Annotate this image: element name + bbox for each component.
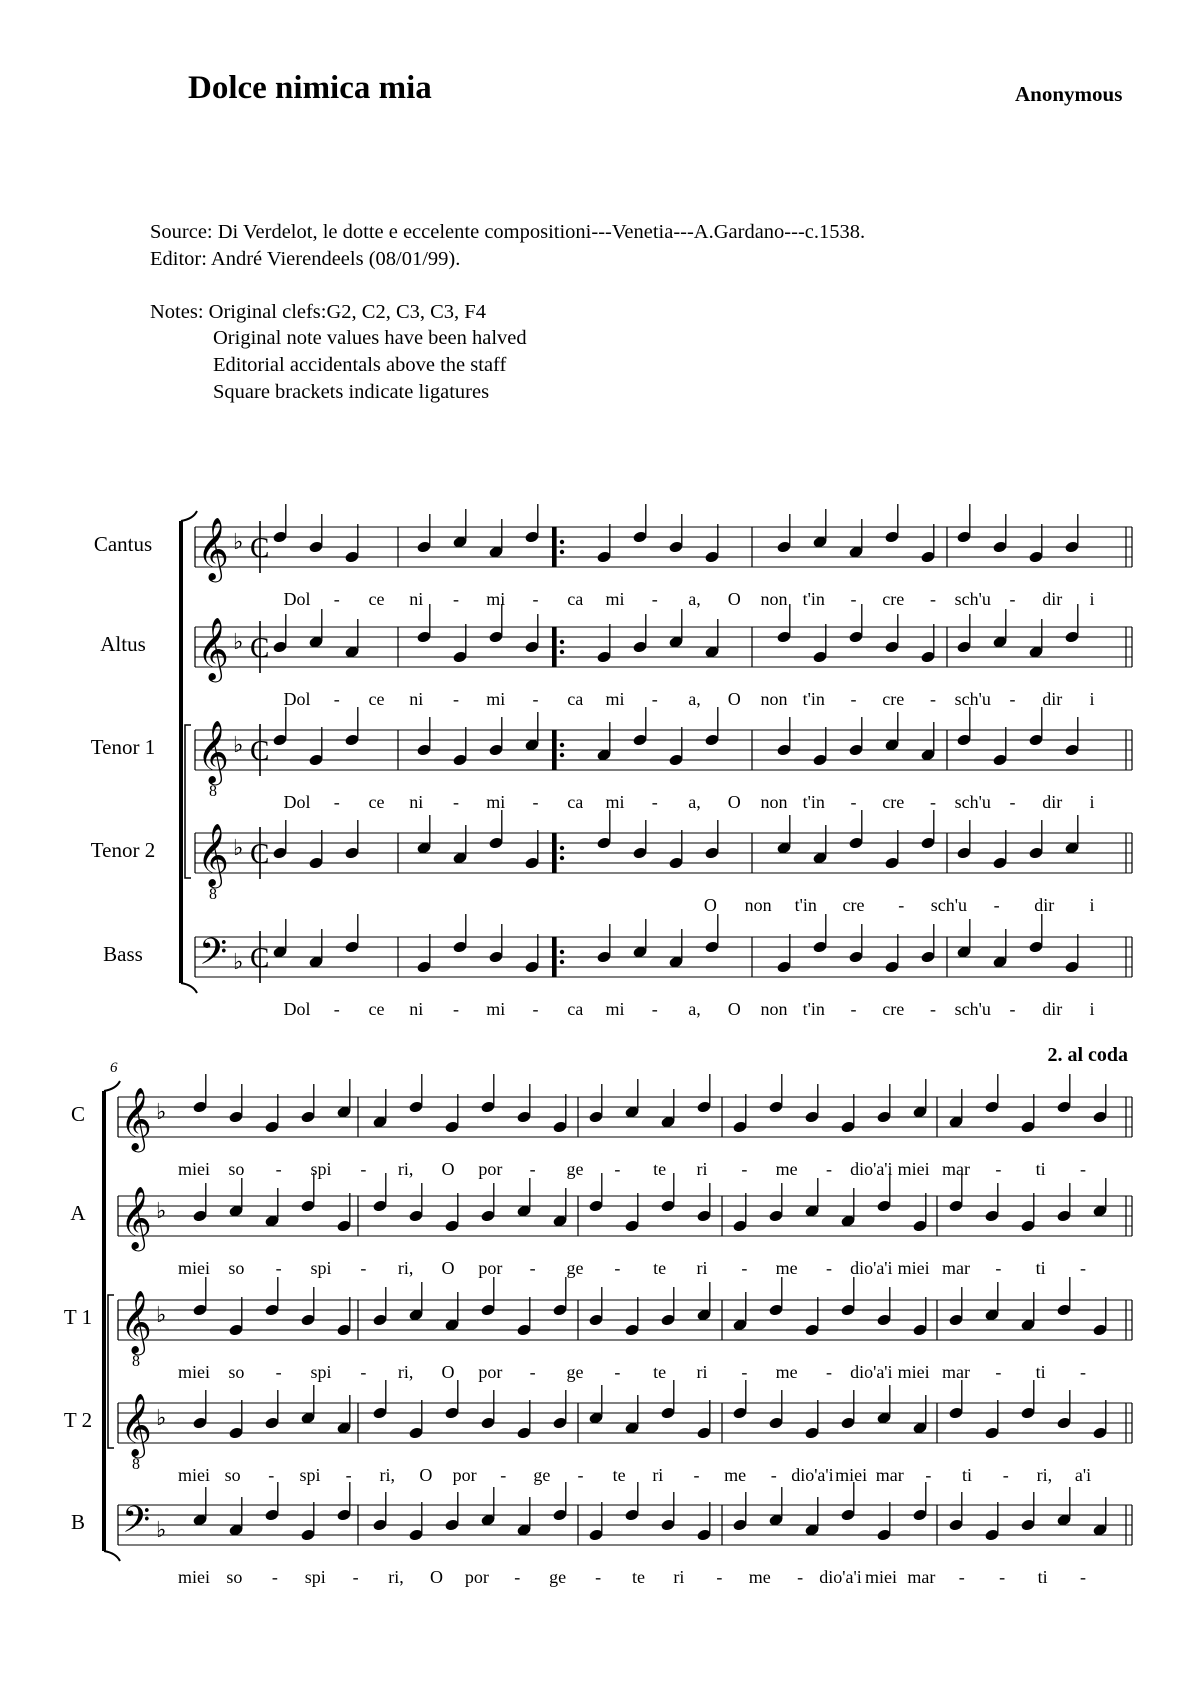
coda-marking: 2. al coda (1047, 1044, 1128, 1066)
lyric-syllable: mi (605, 589, 625, 609)
lyric-syllable: non (760, 689, 788, 709)
lyric-syllable: mar (907, 1567, 936, 1587)
voice-name: Tenor 2 (90, 838, 156, 862)
lyric-syllable: miei (178, 1258, 210, 1278)
voice-name: Bass (103, 942, 143, 966)
lyric-syllable: - (930, 689, 936, 709)
lyric-syllable: - (826, 1258, 832, 1278)
lyric-syllable: mar (942, 1159, 970, 1179)
lyric-syllable: - (993, 895, 1000, 915)
lyric-syllable: O (727, 689, 741, 709)
voice-staff (70, 1173, 1132, 1278)
measure-number: 6 (110, 1060, 118, 1076)
lyric-syllable: miei (897, 1159, 930, 1179)
score-system (64, 1044, 1132, 1587)
cut-time-icon: C (250, 942, 270, 974)
lyric-syllable: - (614, 1159, 621, 1179)
lyric-syllable: - (500, 1465, 507, 1485)
lyric-syllable: - (1009, 792, 1016, 812)
lyric-syllable: cre (882, 792, 905, 812)
flat-icon: ♭ (156, 1099, 167, 1124)
lyric-syllable: cre (842, 895, 865, 915)
treble-clef-icon: 𝄞 (197, 619, 229, 679)
lyric-syllable: dio'a'i (850, 1362, 893, 1382)
lyric-syllable: mi (605, 689, 625, 709)
lyric-syllable: - (850, 999, 857, 1019)
lyric-syllable: ri (673, 1567, 685, 1587)
lyric-syllable: - (651, 792, 658, 812)
lyric-syllable: - (797, 1567, 804, 1587)
lyric-syllable: ce (368, 999, 385, 1019)
lyric-syllable: te (653, 1159, 667, 1179)
lyric-syllable: i (1089, 792, 1095, 812)
lyric-syllable: - (741, 1362, 748, 1382)
lyric-syllable: - (275, 1159, 282, 1179)
lyric-syllable: mar (875, 1465, 904, 1485)
flat-icon: ♭ (233, 629, 244, 654)
lyric-syllable: - (532, 792, 539, 812)
lyric-syllable: - (930, 589, 936, 609)
notes-line: Square brackets indicate ligatures (213, 381, 490, 403)
lyric-syllable: ti (1035, 1362, 1046, 1382)
lyric-syllable: ni (409, 999, 424, 1019)
lyric-syllable: - (529, 1159, 536, 1179)
source-line: Source: Di Verdelot, le dotte e eccelente compositioni---Venetia---A.Gardano---c.1538. (150, 221, 866, 243)
cut-time-icon: C (250, 735, 270, 767)
lyric-syllable: ri (696, 1258, 708, 1278)
lyric-syllable: - (1080, 1159, 1086, 1179)
lyric-syllable: - (826, 1362, 832, 1382)
lyric-syllable: - (651, 689, 658, 709)
lyric-syllable: - (850, 589, 857, 609)
lyric-syllable: - (958, 1567, 965, 1587)
lyric-syllable: - (577, 1465, 584, 1485)
voice-staff (100, 604, 1132, 709)
lyric-syllable: dir (1042, 589, 1063, 609)
repeat-dot (560, 540, 564, 544)
lyric-syllable: - (595, 1567, 602, 1587)
lyric-syllable: te (653, 1362, 667, 1382)
lyric-syllable: spi (299, 1465, 321, 1485)
voice-name: Cantus (93, 532, 153, 556)
lyric-syllable: i (1089, 589, 1095, 609)
lyric-syllable: non (744, 895, 772, 915)
lyric-syllable: dio'a'i (850, 1159, 893, 1179)
repeat-dot (560, 950, 564, 954)
lyric-syllable: - (716, 1567, 723, 1587)
lyric-syllable: dio'a'i (819, 1567, 862, 1587)
lyric-syllable: - (930, 999, 936, 1019)
lyric-syllable: ri (696, 1159, 708, 1179)
repeat-dot (560, 960, 564, 964)
tenor-bracket (185, 725, 191, 878)
voice-staff (94, 504, 1132, 609)
lyric-syllable: ni (409, 792, 424, 812)
lyric-syllable: ge (566, 1258, 584, 1278)
bracket-hook (181, 983, 197, 993)
lyric-syllable: cre (882, 689, 905, 709)
lyric-syllable: ge (566, 1362, 584, 1382)
lyric-syllable: sch'u (954, 689, 991, 709)
treble-clef-icon: 𝄞 (120, 1395, 152, 1455)
lyric-syllable: ri, (397, 1258, 414, 1278)
composer-name: Anonymous (1015, 82, 1123, 106)
notes-line: Editorial accidentals above the staff (213, 354, 507, 376)
treble-clef-icon: 𝄞 (197, 722, 229, 782)
lyric-syllable: - (532, 589, 539, 609)
lyric-syllable: ce (368, 792, 385, 812)
lyric-syllable: - (1009, 689, 1016, 709)
lyric-syllable: miei (178, 1567, 210, 1587)
lyric-syllable: mi (486, 999, 506, 1019)
voice-name: T 1 (63, 1305, 93, 1329)
lyric-syllable: - (275, 1258, 282, 1278)
lyric-syllable: ca (567, 589, 584, 609)
lyric-syllable: mi (486, 589, 506, 609)
cut-time-icon: C (250, 838, 270, 870)
lyric-syllable: a, (688, 999, 701, 1019)
lyric-syllable: O (441, 1362, 455, 1382)
lyric-syllable: - (514, 1567, 521, 1587)
lyric-syllable: por (464, 1567, 489, 1587)
lyric-syllable: te (612, 1465, 626, 1485)
lyric-syllable: - (614, 1258, 621, 1278)
lyric-syllable: i (1089, 895, 1095, 915)
lyric-syllable: - (741, 1258, 748, 1278)
lyric-syllable: - (651, 999, 658, 1019)
voice-name: B (70, 1510, 86, 1534)
repeat-dot (560, 640, 564, 644)
repeat-dot (560, 743, 564, 747)
score-system (91, 504, 1132, 1019)
lyric-syllable: mi (605, 999, 625, 1019)
lyric-syllable: miei (178, 1159, 210, 1179)
lyric-syllable: non (760, 792, 788, 812)
lyric-syllable: cre (882, 999, 905, 1019)
lyric-syllable: me (775, 1258, 798, 1278)
lyric-syllable: spi (310, 1159, 332, 1179)
lyric-syllable: spi (304, 1567, 326, 1587)
lyric-syllable: - (333, 792, 340, 812)
lyric-syllable: me (748, 1567, 771, 1587)
lyric-syllable: a, (688, 792, 701, 812)
flat-icon: ♭ (233, 949, 244, 974)
lyric-syllable: non (760, 589, 788, 609)
lyric-syllable: a'i (1074, 1465, 1092, 1485)
lyric-syllable: ri (652, 1465, 664, 1485)
lyric-syllable: non (760, 999, 788, 1019)
lyric-syllable: O (727, 999, 741, 1019)
lyric-syllable: O (703, 895, 717, 915)
lyric-syllable: ri, (397, 1159, 414, 1179)
lyric-syllable: ca (567, 999, 584, 1019)
lyric-syllable: - (999, 1567, 1006, 1587)
flat-icon: ♭ (233, 732, 244, 757)
lyric-syllable: - (453, 999, 459, 1019)
flat-icon: ♭ (156, 1198, 167, 1223)
lyric-syllable: ri, (388, 1567, 404, 1587)
bracket-hook (104, 1551, 120, 1561)
lyric-syllable: - (453, 792, 459, 812)
voice-name: A (70, 1201, 86, 1225)
lyric-syllable: O (429, 1567, 443, 1587)
lyric-syllable: - (995, 1362, 1002, 1382)
lyric-syllable: miei (178, 1362, 210, 1382)
voice-staff (71, 1074, 1132, 1179)
lyric-syllable: so (226, 1567, 243, 1587)
octave-eight-icon: 8 (209, 886, 217, 903)
lyric-syllable: sch'u (954, 589, 991, 609)
treble-clef-icon: 𝄞 (197, 825, 229, 885)
voice-name: Tenor 1 (90, 735, 156, 759)
notes-line: Original note values have been halved (213, 327, 527, 349)
lyric-syllable: te (632, 1567, 645, 1587)
lyric-syllable: miei (897, 1258, 930, 1278)
voice-name: C (70, 1102, 86, 1126)
voice-staff (64, 1277, 1132, 1382)
lyric-syllable: Dol (283, 689, 311, 709)
lyric-syllable: t'in (802, 792, 825, 812)
lyric-syllable: - (529, 1362, 536, 1382)
lyric-syllable: dio'a'i (791, 1465, 834, 1485)
lyric-syllable: - (995, 1258, 1002, 1278)
lyric-syllable: - (850, 689, 857, 709)
lyric-syllable: - (995, 1159, 1002, 1179)
lyric-syllable: - (352, 1567, 359, 1587)
lyric-syllable: mar (942, 1258, 970, 1278)
lyric-syllable: - (693, 1465, 700, 1485)
lyric-syllable: t'in (802, 999, 825, 1019)
lyric-syllable: - (529, 1258, 536, 1278)
lyric-syllable: - (925, 1465, 932, 1485)
lyric-syllable: ca (567, 689, 584, 709)
lyric-syllable: ti (962, 1465, 973, 1485)
flat-icon: ♭ (156, 1517, 167, 1542)
lyric-syllable: - (930, 792, 936, 812)
lyric-syllable: t'in (802, 589, 825, 609)
lyric-syllable: a, (688, 689, 701, 709)
lyric-syllable: i (1089, 689, 1095, 709)
lyric-syllable: Dol (283, 589, 311, 609)
lyric-syllable: O (727, 792, 741, 812)
lyric-syllable: sch'u (954, 999, 991, 1019)
octave-eight-icon: 8 (209, 783, 217, 800)
lyric-syllable: - (271, 1567, 278, 1587)
repeat-dot (560, 846, 564, 850)
lyric-syllable: ti (1035, 1258, 1046, 1278)
repeat-dot (560, 550, 564, 554)
lyric-syllable: - (453, 589, 459, 609)
lyric-syllable: miei (864, 1567, 897, 1587)
lyric-syllable: - (275, 1362, 282, 1382)
notes-label: Notes: Original clefs:G2, C2, C3, C3, F4 (150, 301, 486, 323)
lyric-syllable: so (228, 1258, 245, 1278)
lyric-syllable: - (770, 1465, 777, 1485)
lyric-syllable: ri, (379, 1465, 396, 1485)
lyric-syllable: ri (696, 1362, 708, 1382)
voice-name: T 2 (63, 1408, 93, 1432)
bass-clef-icon: 𝄢 (199, 932, 228, 981)
lyric-syllable: ce (368, 589, 385, 609)
lyric-syllable: - (360, 1258, 367, 1278)
lyric-syllable: - (345, 1465, 352, 1485)
voice-staff (103, 914, 1132, 1019)
lyric-syllable: ge (549, 1567, 567, 1587)
flat-icon: ♭ (233, 529, 244, 554)
voice-name: Altus (100, 632, 146, 656)
lyric-syllable: - (333, 589, 340, 609)
lyric-syllable: sch'u (954, 792, 991, 812)
cut-time-icon: C (250, 632, 270, 664)
lyric-syllable: miei (178, 1465, 210, 1485)
voice-staff (71, 1482, 1132, 1587)
lyric-syllable: ri, (397, 1362, 414, 1382)
lyric-syllable: mar (942, 1362, 970, 1382)
lyric-syllable: ri, (1036, 1465, 1053, 1485)
lyric-syllable: - (1080, 1362, 1086, 1382)
flat-icon: ♭ (156, 1405, 167, 1430)
lyric-syllable: - (1080, 1567, 1086, 1587)
treble-clef-icon: 𝄞 (120, 1188, 152, 1248)
editor-line: Editor: André Vierendeels (08/01/99). (150, 248, 461, 270)
lyric-syllable: por (478, 1159, 503, 1179)
lyric-syllable: - (360, 1362, 367, 1382)
flat-icon: ♭ (156, 1302, 167, 1327)
lyric-syllable: spi (310, 1258, 332, 1278)
lyric-syllable: - (850, 792, 857, 812)
lyric-syllable: spi (310, 1362, 332, 1382)
lyric-syllable: t'in (802, 689, 825, 709)
lyric-syllable: ni (409, 689, 424, 709)
lyric-syllable: por (452, 1465, 477, 1485)
lyric-syllable: cre (882, 589, 905, 609)
octave-eight-icon: 8 (132, 1456, 140, 1473)
lyric-syllable: so (228, 1362, 245, 1382)
repeat-dot (560, 650, 564, 654)
lyric-syllable: dir (1034, 895, 1055, 915)
lyric-syllable: - (898, 895, 905, 915)
flat-icon: ♭ (233, 835, 244, 860)
lyric-syllable: i (1089, 999, 1095, 1019)
bracket-hook (104, 1081, 120, 1091)
lyric-syllable: mi (605, 792, 625, 812)
lyric-syllable: miei (835, 1465, 868, 1485)
lyric-syllable: por (478, 1362, 503, 1382)
lyric-syllable: - (333, 689, 340, 709)
lyric-syllable: ti (1037, 1567, 1048, 1587)
lyric-syllable: dir (1042, 999, 1063, 1019)
lyric-syllable: - (333, 999, 340, 1019)
lyric-syllable: Dol (283, 792, 311, 812)
lyric-syllable: - (268, 1465, 275, 1485)
score-title: Dolce nimica mia (188, 70, 432, 106)
lyric-syllable: - (741, 1159, 748, 1179)
lyric-syllable: - (1002, 1465, 1009, 1485)
lyric-syllable: - (651, 589, 658, 609)
treble-clef-icon: 𝄞 (197, 519, 229, 579)
repeat-dot (560, 856, 564, 860)
lyric-syllable: te (653, 1258, 667, 1278)
lyric-syllable: ti (1035, 1159, 1046, 1179)
voice-staff (91, 707, 1132, 812)
lyric-syllable: Dol (283, 999, 311, 1019)
lyric-syllable: so (224, 1465, 241, 1485)
lyric-syllable: sch'u (930, 895, 968, 915)
lyric-syllable: O (419, 1465, 433, 1485)
lyric-syllable: - (360, 1159, 367, 1179)
lyric-syllable: miei (897, 1362, 930, 1382)
lyric-syllable: ce (368, 689, 385, 709)
lyric-syllable: por (478, 1258, 503, 1278)
lyric-syllable: ca (567, 792, 584, 812)
lyric-syllable: me (775, 1362, 798, 1382)
lyric-syllable: so (228, 1159, 245, 1179)
lyric-syllable: - (1009, 999, 1016, 1019)
lyric-syllable: mi (486, 792, 506, 812)
lyric-syllable: a, (688, 589, 701, 609)
lyric-syllable: O (727, 589, 741, 609)
voice-staff (91, 810, 1132, 915)
lyric-syllable: ge (566, 1159, 584, 1179)
bass-clef-icon: 𝄢 (122, 1500, 151, 1549)
treble-clef-icon: 𝄞 (120, 1292, 152, 1352)
voice-staff (64, 1380, 1132, 1485)
lyric-syllable: dir (1042, 792, 1063, 812)
octave-eight-icon: 8 (132, 1353, 140, 1370)
lyric-syllable: - (1080, 1258, 1086, 1278)
treble-clef-icon: 𝄞 (120, 1089, 152, 1149)
lyric-syllable: O (441, 1258, 455, 1278)
lyric-syllable: me (724, 1465, 747, 1485)
lyric-syllable: ge (533, 1465, 551, 1485)
tenor-bracket (108, 1295, 114, 1448)
lyric-syllable: me (775, 1159, 798, 1179)
lyric-syllable: ni (409, 589, 424, 609)
lyric-syllable: mi (486, 689, 506, 709)
lyric-syllable: dio'a'i (850, 1258, 893, 1278)
lyric-syllable: - (1009, 589, 1016, 609)
cut-time-icon: C (250, 532, 270, 564)
lyric-syllable: - (614, 1362, 621, 1382)
lyric-syllable: - (532, 689, 539, 709)
bracket-hook (181, 511, 197, 521)
lyric-syllable: - (826, 1159, 832, 1179)
repeat-dot (560, 753, 564, 757)
lyric-syllable: t'in (794, 895, 817, 915)
lyric-syllable: O (441, 1159, 455, 1179)
lyric-syllable: - (532, 999, 539, 1019)
lyric-syllable: dir (1042, 689, 1063, 709)
lyric-syllable: - (453, 689, 459, 709)
